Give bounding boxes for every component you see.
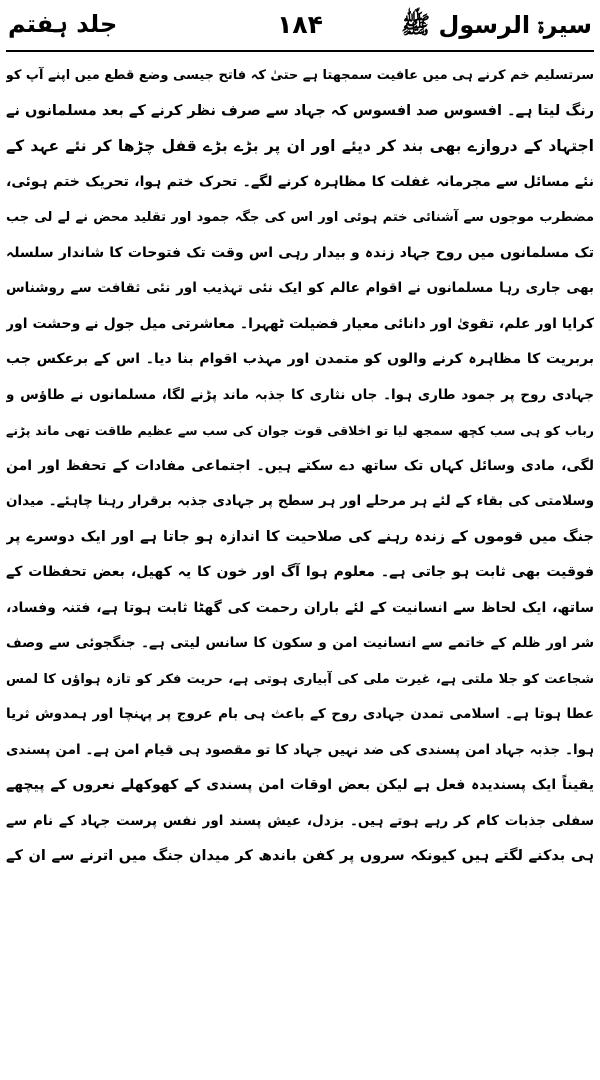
page-header xyxy=(8,4,592,48)
text-line: ساتھ، ایک لحاظ سے انسانیت کے لئے باران رحمت کی گھٹا ثابت ہوتا ہے، فتنہ وفساد، xyxy=(6,599,594,616)
volume-label: جلد ہفتم xyxy=(8,10,118,38)
text-line: وسلامتی کی بقاء کے لئے ہر مرحلے اور ہر سطح پر جہادی جذبہ برقرار رہنا چاہئے۔ میدان xyxy=(6,493,594,509)
text-line: نئے مسائل سے مجرمانہ غفلت کا مظاہرہ کرنے لگے۔ تحرک ختم ہوا، تحریک ختم ہوئی، xyxy=(6,173,594,190)
text-line: مضطرب موجوں سے آشنائی ختم ہوئی اور اس کی جگہ جمود اور تقلید محض نے لے لی جب xyxy=(6,210,594,225)
text-line: رباب کو ہی سب کچھ سمجھ لیا تو اخلاقی قوت جوان کی سب سے عظیم طاقت تھی ماند پڑنے xyxy=(6,423,594,438)
text-line: جہادی روح پر جمود طاری ہوا۔ جاں نثاری کا جذبہ ماند پڑنے لگا، مسلمانوں نے طاؤس و xyxy=(6,386,594,403)
text-line: یقیناً ایک پسندیدہ فعل ہے لیکن بعض اوقات امن پسندی کے کھوکھلے نعروں کے پیچھے xyxy=(6,777,594,793)
text-line: شجاعت کو جلا ملتی ہے، غیرت ملی کی آبیاری ہوتی ہے، حریت فکر کو تازہ ہواؤں کا لمس xyxy=(6,671,594,687)
text-line: سفلی جذبات کام کر رہے ہوتے ہیں۔ بزدل، عیش پسند اور نفس پرست جہاد کے نام سے xyxy=(6,812,594,829)
page-number: ۱۸۴ xyxy=(277,10,323,39)
body-text xyxy=(6,58,594,875)
text-line: اجتہاد کے دروازے بھی بند کر دیئے اور ان پر بڑے بڑے قفل چڑھا کر نئے عہد کے xyxy=(6,137,594,155)
text-line: شر اور ظلم کے خاتمے سے انسانیت امن و سکون کا سانس لیتی ہے۔ جنگجوئی سے وصف xyxy=(6,635,594,651)
text-line: فوقیت بھی ثابت ہو جاتی ہے۔ معلوم ہوا آگ اور خون کا یہ کھیل، بعض تحفظات کے xyxy=(6,564,594,580)
text-line: بربریت کا مظاہرہ کرنے والوں کو متمدن اور مہذب اقوام بنا دیا۔ اس کے برعکس جب xyxy=(6,351,594,367)
book-title: سیرۃ الرسول ﷺ xyxy=(401,11,592,39)
text-line: عطا ہوتا ہے۔ اسلامی تمدن جہادی روح کے باعث ہی بام عروج پر پہنچا اور ہمدوش ثریا xyxy=(6,706,594,722)
text-line: سرتسلیم خم کرنے ہی میں عافیت سمجھتا ہے حتیٰ کہ فاتح جیسی وضع قطع میں اپنے آپ کو xyxy=(6,68,594,83)
text-line: بھی جاری رہا مسلمانوں نے اقوام عالم کو ایک نئی تہذیب اور نئی ثقافت سے روشناس xyxy=(6,280,594,296)
text-line: کرایا اور علم، تقویٰ اور دانائی معیار فضیلت ٹھہرا۔ معاشرتی میل جول نے وحشت اور xyxy=(6,315,594,332)
text-line: تک مسلمانوں میں روح جہاد زندہ و بیدار رہی اس وقت تک فتوحات کا شاندار سلسلہ xyxy=(6,244,594,261)
text-line: رنگ لیتا ہے۔ افسوس صد افسوس کہ جہاد سے صرف نظر کرنے کے بعد مسلمانوں نے xyxy=(6,102,594,119)
text-line: ہی بدکنے لگتے ہیں کیونکہ سروں پر کفن باندھ کر میدان جنگ میں اترنے سے ان کے xyxy=(6,848,594,864)
text-line: جنگ میں قوموں کے زندہ رہنے کی صلاحیت کا اندازہ ہو جاتا ہے اور ایک دوسرے پر xyxy=(6,528,594,545)
text-line: لگی، مادی وسائل کہاں تک ساتھ دے سکتے ہیں۔ اجتماعی مفادات کے تحفظ اور امن xyxy=(6,457,594,474)
text-line: ہوا۔ جذبہ جہاد امن پسندی کی ضد نہیں جہاد کا تو مقصود ہی قیام امن ہے۔ امن پسندی xyxy=(6,741,594,758)
header-divider xyxy=(6,50,594,52)
